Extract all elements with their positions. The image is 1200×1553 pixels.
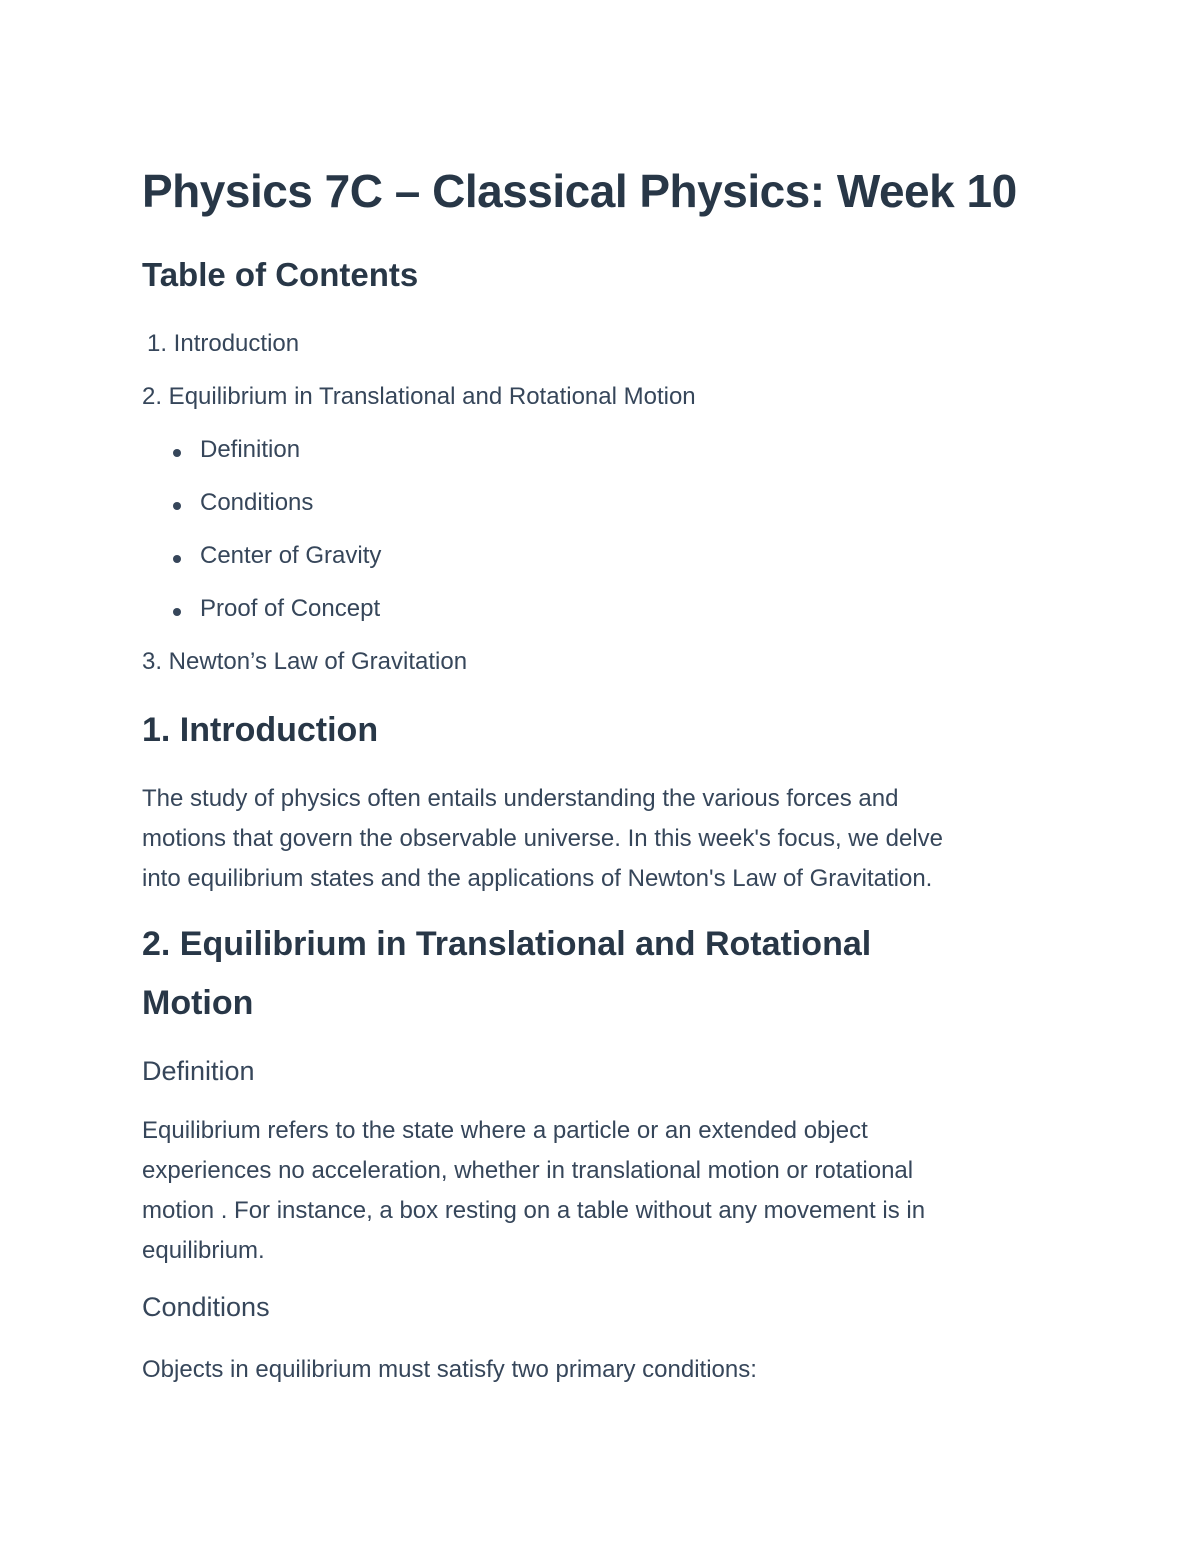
paragraph-line: equilibrium. <box>142 1237 265 1264</box>
subsection-heading-definition: Definition <box>142 1056 255 1086</box>
paragraph-line: Equilibrium refers to the state where a particle or an extended object <box>142 1117 868 1144</box>
toc-subitem-definition[interactable] <box>142 436 300 464</box>
subsection-heading-conditions: Conditions <box>142 1292 270 1322</box>
toc-item-newtons-law[interactable]: 3. Newton’s Law of Gravitation <box>142 648 468 675</box>
paragraph-line: experiences no acceleration, whether in translational motion or rotational <box>142 1157 914 1184</box>
conditions-paragraph <box>142 1350 1072 1390</box>
toc-subitem-label: Center of Gravity <box>200 542 382 569</box>
toc-subitem-label: Proof of Concept <box>200 595 381 622</box>
section-heading-equilibrium-line2: Motion <box>142 984 254 1022</box>
toc-heading: Table of Contents <box>142 256 419 293</box>
paragraph-line: motions that govern the observable universe. In this week's focus, we delve <box>142 825 944 852</box>
section-heading-equilibrium-line1: 2. Equilibrium in Translational and Rotational <box>142 925 872 963</box>
bullet-icon <box>173 555 181 563</box>
paragraph-line: Objects in equilibrium must satisfy two primary conditions: <box>142 1356 757 1383</box>
toc-subitem-label: Conditions <box>200 489 314 516</box>
bullet-icon <box>173 502 181 510</box>
bullet-icon <box>173 608 181 616</box>
toc-item-equilibrium[interactable]: 2. Equilibrium in Translational and Rotational Motion <box>142 383 696 410</box>
toc-subitem-proof-of-concept[interactable] <box>142 595 380 623</box>
section-heading-introduction: 1. Introduction <box>142 711 379 749</box>
paragraph-line: The study of physics often entails understanding the various forces and <box>142 785 899 812</box>
toc-subitem-label: Definition <box>200 436 301 463</box>
bullet-icon <box>173 449 181 457</box>
toc-item-introduction[interactable]: 1. Introduction <box>147 330 300 357</box>
toc-subitem-center-of-gravity[interactable] <box>142 542 381 570</box>
toc-subitem-conditions[interactable] <box>142 489 313 517</box>
definition-paragraph <box>142 1111 1072 1271</box>
paragraph-line: motion . For instance, a box resting on a table without any movement is in <box>142 1197 926 1224</box>
document-title: Physics 7C – Classical Physics: Week 10 <box>142 165 1017 217</box>
introduction-paragraph <box>142 779 1072 899</box>
paragraph-line: into equilibrium states and the applications of Newton's Law of Gravitation. <box>142 865 933 892</box>
